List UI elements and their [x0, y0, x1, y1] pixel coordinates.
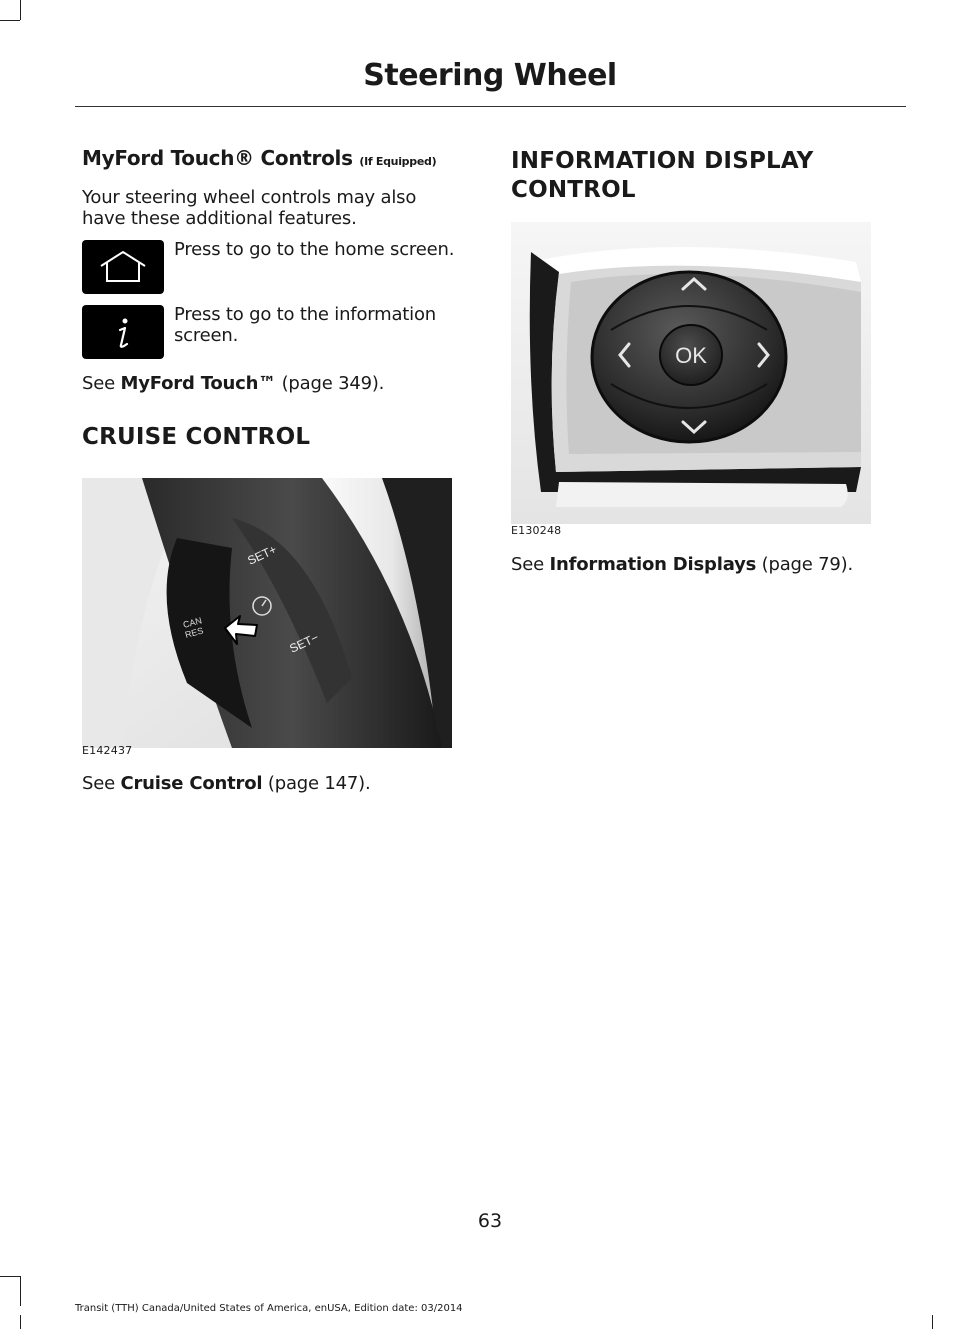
myford-heading-text: MyFord Touch® Controls	[82, 146, 353, 170]
myford-intro: Your steering wheel controls may also have these additional features.	[82, 187, 417, 229]
set-plus-label: SET+	[245, 542, 279, 568]
crop-mark	[0, 1276, 20, 1277]
see-suffix: (page 349).	[276, 373, 385, 394]
see-prefix: See	[82, 773, 121, 794]
crop-mark	[932, 1315, 933, 1329]
information-displays-link[interactable]: Information Displays	[549, 554, 757, 575]
crop-mark	[20, 0, 21, 20]
info-display-see-reference	[511, 554, 891, 575]
info-item-text: Press to go to the information screen.	[174, 304, 436, 346]
crop-mark	[0, 20, 20, 21]
home-item-text: Press to go to the home screen.	[174, 239, 455, 260]
myford-touch-link[interactable]: MyFord Touch™	[120, 373, 277, 394]
cruise-heading: CRUISE CONTROL	[82, 424, 311, 450]
cruise-control-figure	[82, 478, 452, 748]
set-minus-label: SET−	[287, 630, 321, 656]
header-rule	[75, 106, 906, 107]
page-title: Steering Wheel	[363, 58, 617, 93]
home-icon	[82, 240, 164, 294]
info-display-figure	[511, 222, 871, 524]
info-display-figure-code: E130248	[511, 524, 562, 537]
if-equipped-label: (If Equipped)	[359, 155, 437, 168]
cruise-control-link[interactable]: Cruise Control	[120, 773, 263, 794]
page-number: 63	[477, 1210, 503, 1232]
myford-heading	[82, 146, 482, 170]
can-label: CAN	[181, 615, 203, 630]
footer-edition: Transit (TTH) Canada/United States of America, enUSA, Edition date: 03/2014	[75, 1303, 463, 1314]
myford-see-reference	[82, 373, 462, 394]
ok-label: OK	[675, 343, 707, 368]
res-label: RES	[183, 625, 205, 640]
info-display-heading: INFORMATION DISPLAY CONTROL	[511, 148, 814, 203]
see-suffix: (page 79).	[756, 554, 854, 575]
see-prefix: See	[511, 554, 550, 575]
cruise-see-reference	[82, 773, 462, 794]
see-suffix: (page 147).	[262, 773, 371, 794]
see-prefix: See	[82, 373, 121, 394]
crop-mark	[20, 1276, 21, 1306]
crop-mark	[20, 1315, 21, 1329]
cruise-figure-code: E142437	[82, 744, 133, 757]
info-icon	[82, 305, 164, 359]
